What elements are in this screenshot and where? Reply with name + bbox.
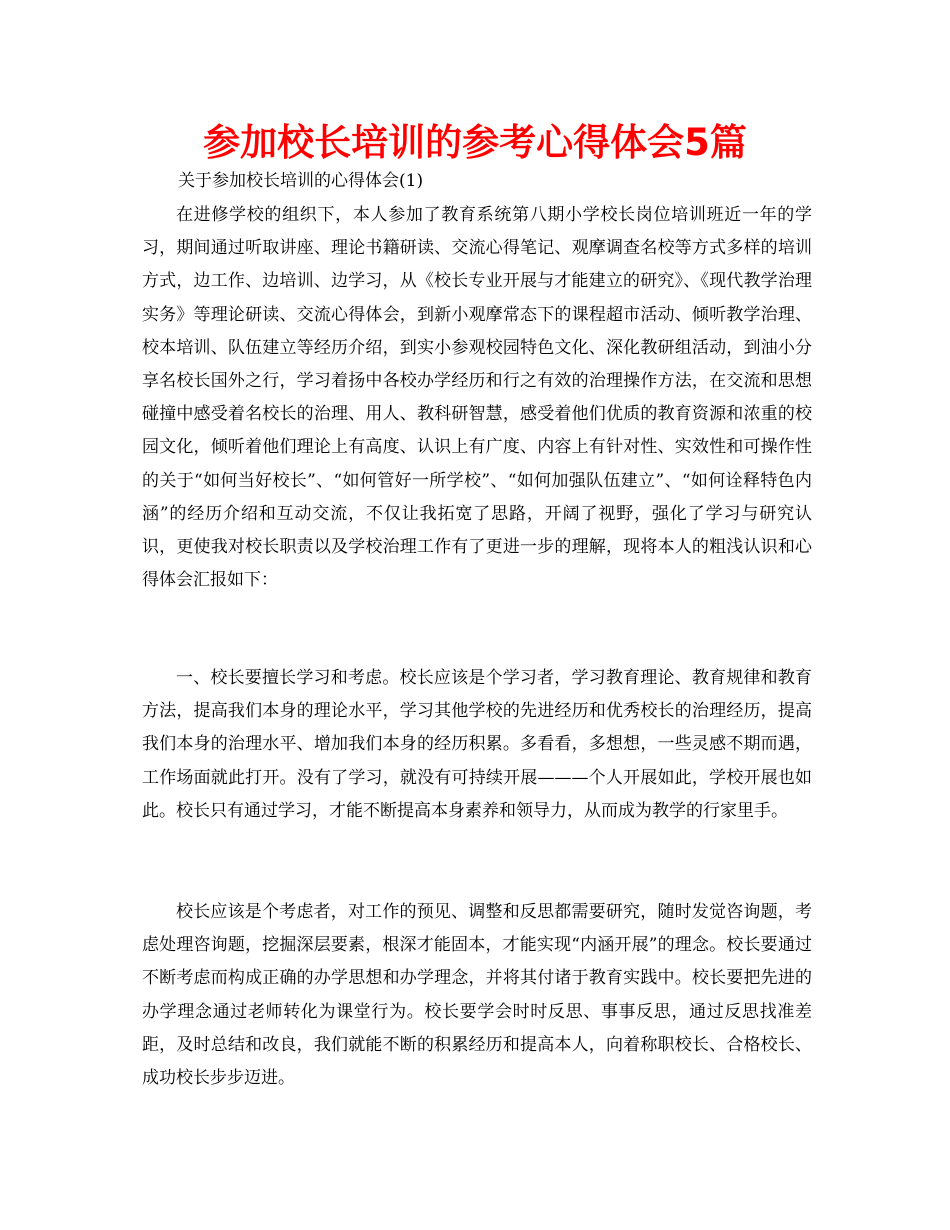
paragraph-learning: 一、校长要擅长学习和考虑。校长应该是个学习者，学习教育理论、教育规律和教育方法，提高我们本身的理论水平，学习其他学校的先进经历和优秀校长的治理经历，提高我们本身的治理水平、增加我们本身的经历积累。多看看，多想想，一些灵感不期而遇，工作场面就此打开。没有了学习，就没有可持续开展———个人开展如此，学校开展也如此。校长只有通过学习，才能不断提高本身素养和领导力，从而成为教学的行家里手。 <box>142 668 812 821</box>
section-heading: 关于参加校长培训的心得体会(1) <box>178 171 424 191</box>
paragraph-intro: 在进修学校的组织下，本人参加了教育系统第八期小学校长岗位培训班近一年的学习，期间通过听取讲座、理论书籍研读、交流心得笔记、观摩调查名校等方式多样的培训方式，边工作、边培训、边学习，从《校长专业开展与才能建立的研究》、《现代教学治理实务》等理论研读、交流心得体会，到新小观摩常态下的课程超市活动、倾听教学治理、校本培训、队伍建立等经历介绍，到实小参观校园特色文化、深化教研组活动，到油小分享名校长国外之行，学习着扬中各校办学经历和行之有效的治理操作方法，在交流和思想碰撞中感受着名校长的治理、用人、教科研智慧，感受着他们优质的教育资源和浓重的校园文化，倾听着他们理论上有高度、认识上有广度、内容上有针对性、实效性和可操作性的关于“如何当好校长”、“如何管好一所学校”、“如何加强队伍建立”、“如何诠释特色内涵”的经历介绍和互动交流，不仅让我拓宽了思路，开阔了视野，强化了学习与研究认识，更使我对校长职责以及学校治理工作有了更进一步的理解，现将本人的粗浅认识和心得体会汇报如下： <box>142 205 812 591</box>
paragraph-thinking: 校长应该是个考虑者，对工作的预见、调整和反思都需要研究，随时发觉咨询题，考虑处理咨询题，挖掘深层要素，根深才能固本，才能实现“内涵开展”的理念。校长要通过不断考虑而构成正确的办学思想和办学理念，并将其付诸于教育实践中。校长要把先进的办学理念通过老师转化为课堂行为。校长要学会时时反思、事事反思，通过反思找准差距，及时总结和改良，我们就能不断的积累经历和提高本人，向着称职校长、合格校长、成功校长步步迈进。 <box>142 902 812 1089</box>
document-title: 参加校长培训的参考心得体会5篇 <box>203 121 747 164</box>
